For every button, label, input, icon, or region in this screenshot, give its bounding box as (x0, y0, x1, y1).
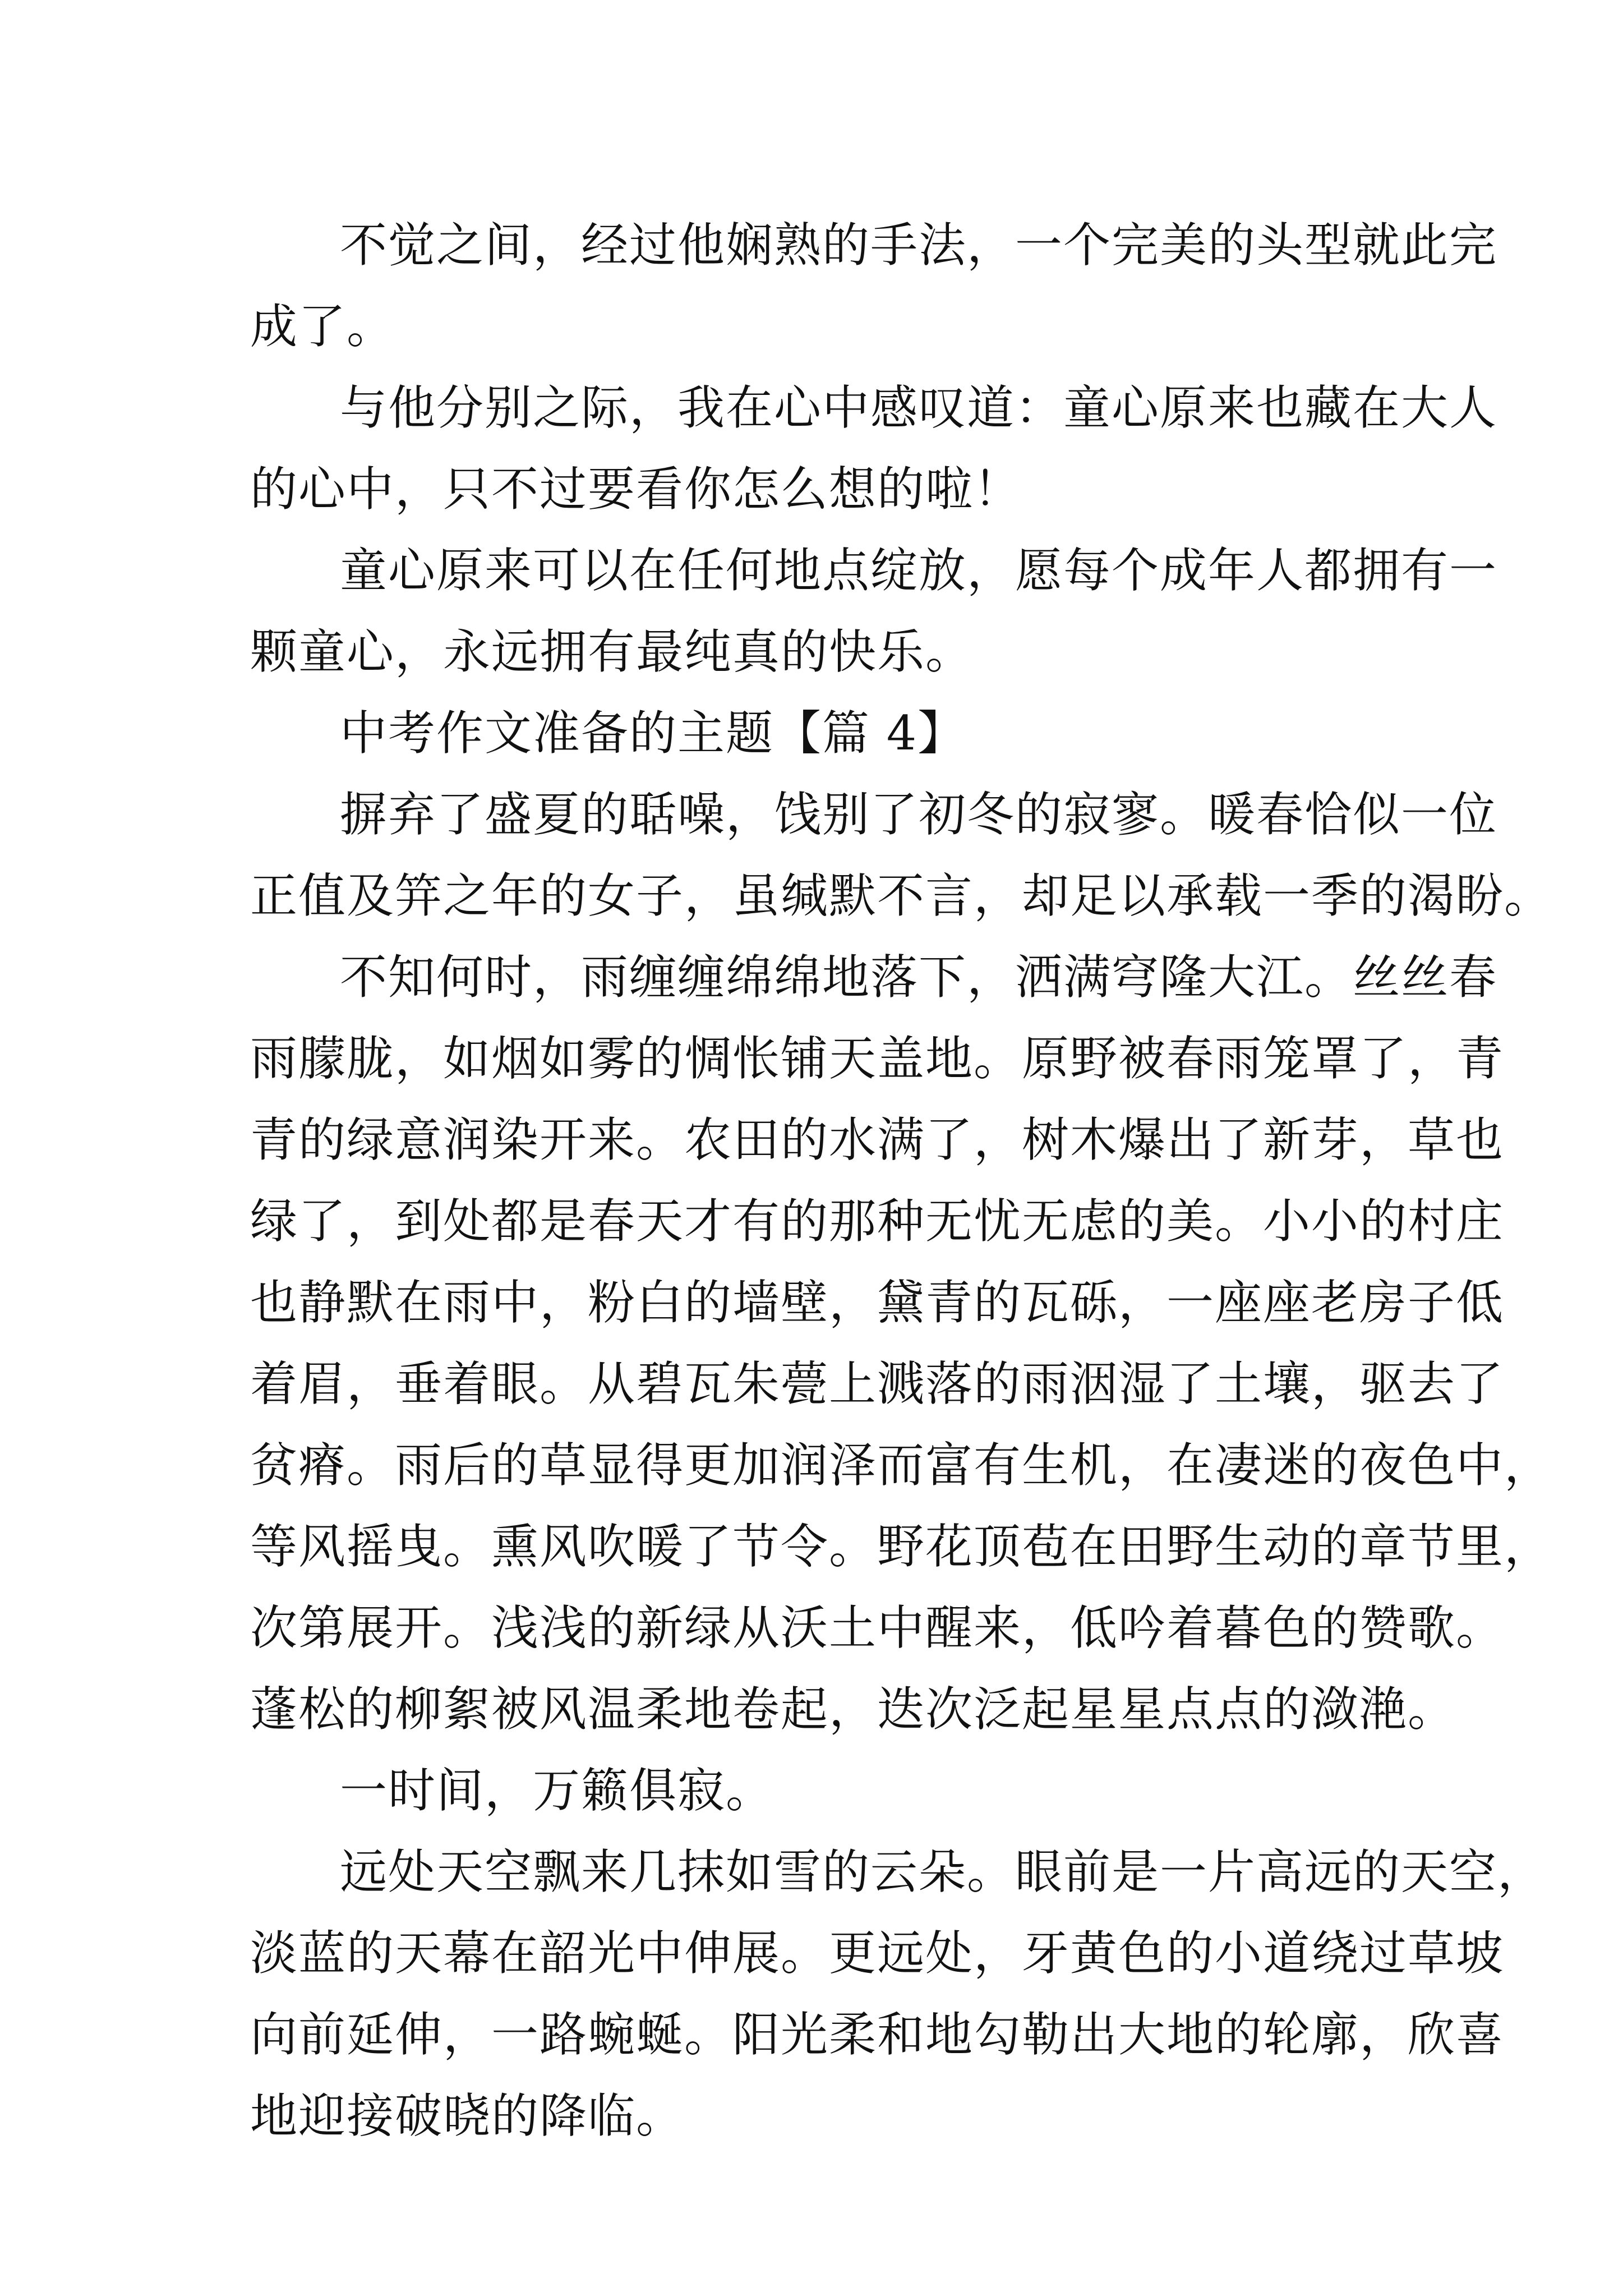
paragraph-line: 颗童心，永远拥有最纯真的快乐。 (250, 624, 974, 679)
paragraph-line: 不觉之间，经过他娴熟的手法，一个完美的头型就此完 (340, 218, 1498, 273)
paragraph-line: 次第展开。浅浅的新绿从沃土中醒来，低吟着暮色的赞歌。 (250, 1600, 1505, 1655)
paragraph-line: 着眉，垂着眼。从碧瓦朱甍上溅落的雨洇湿了土壤，驱去了 (250, 1356, 1505, 1411)
paragraph-line: 蓬松的柳絮被风温柔地卷起，迭次泛起星星点点的潋滟。 (250, 1682, 1456, 1737)
section-heading: 中考作文准备的主题【篇 4】 (340, 706, 966, 761)
paragraph-line: 贫瘠。雨后的草显得更加润泽而富有生机，在凄迷的夜色中， (250, 1438, 1553, 1493)
paragraph-line: 正值及笄之年的女子，虽缄默不言，却足以承载一季的渴盼。 (250, 868, 1553, 923)
paragraph-line: 摒弃了盛夏的聒噪，饯别了初冬的寂寥。暖春恰似一位 (340, 787, 1498, 842)
paragraph-line: 童心原来可以在任何地点绽放，愿每个成年人都拥有一 (340, 543, 1498, 598)
paragraph-line: 与他分别之际，我在心中感叹道：童心原来也藏在大人 (340, 380, 1498, 435)
paragraph-line: 不知何时，雨缠缠绵绵地落下，洒满穹隆大江。丝丝春 (340, 950, 1498, 1005)
paragraph-line: 等风摇曳。熏风吹暖了节令。野花顶苞在田野生动的章节里， (250, 1519, 1553, 1574)
paragraph-line: 远处天空飘来几抹如雪的云朵。眼前是一片高远的天空， (340, 1844, 1546, 1899)
paragraph-line: 一时间，万籁俱寂。 (340, 1763, 774, 1818)
paragraph-line: 雨朦胧，如烟如雾的惆怅铺天盖地。原野被春雨笼罩了，青 (250, 1031, 1505, 1086)
paragraph-line: 的心中，只不过要看你怎么想的啦！ (250, 462, 1022, 517)
paragraph-line: 地迎接破晓的降临。 (250, 2088, 685, 2143)
paragraph-line: 也静默在雨中，粉白的墙壁，黛青的瓦砾，一座座老房子低 (250, 1275, 1505, 1330)
paragraph-line: 向前延伸，一路蜿蜒。阳光柔和地勾勒出大地的轮廓，欣喜 (250, 2007, 1505, 2062)
document-body (250, 205, 1553, 2157)
paragraph-line: 青的绿意润染开来。农田的水满了，树木爆出了新芽，草也 (250, 1112, 1505, 1167)
paragraph-line: 淡蓝的天幕在韶光中伸展。更远处，牙黄色的小道绕过草坡 (250, 1926, 1505, 1981)
paragraph-line: 绿了，到处都是春天才有的那种无忧无虑的美。小小的村庄 (250, 1194, 1505, 1249)
paragraph-line: 成了。 (250, 299, 395, 354)
